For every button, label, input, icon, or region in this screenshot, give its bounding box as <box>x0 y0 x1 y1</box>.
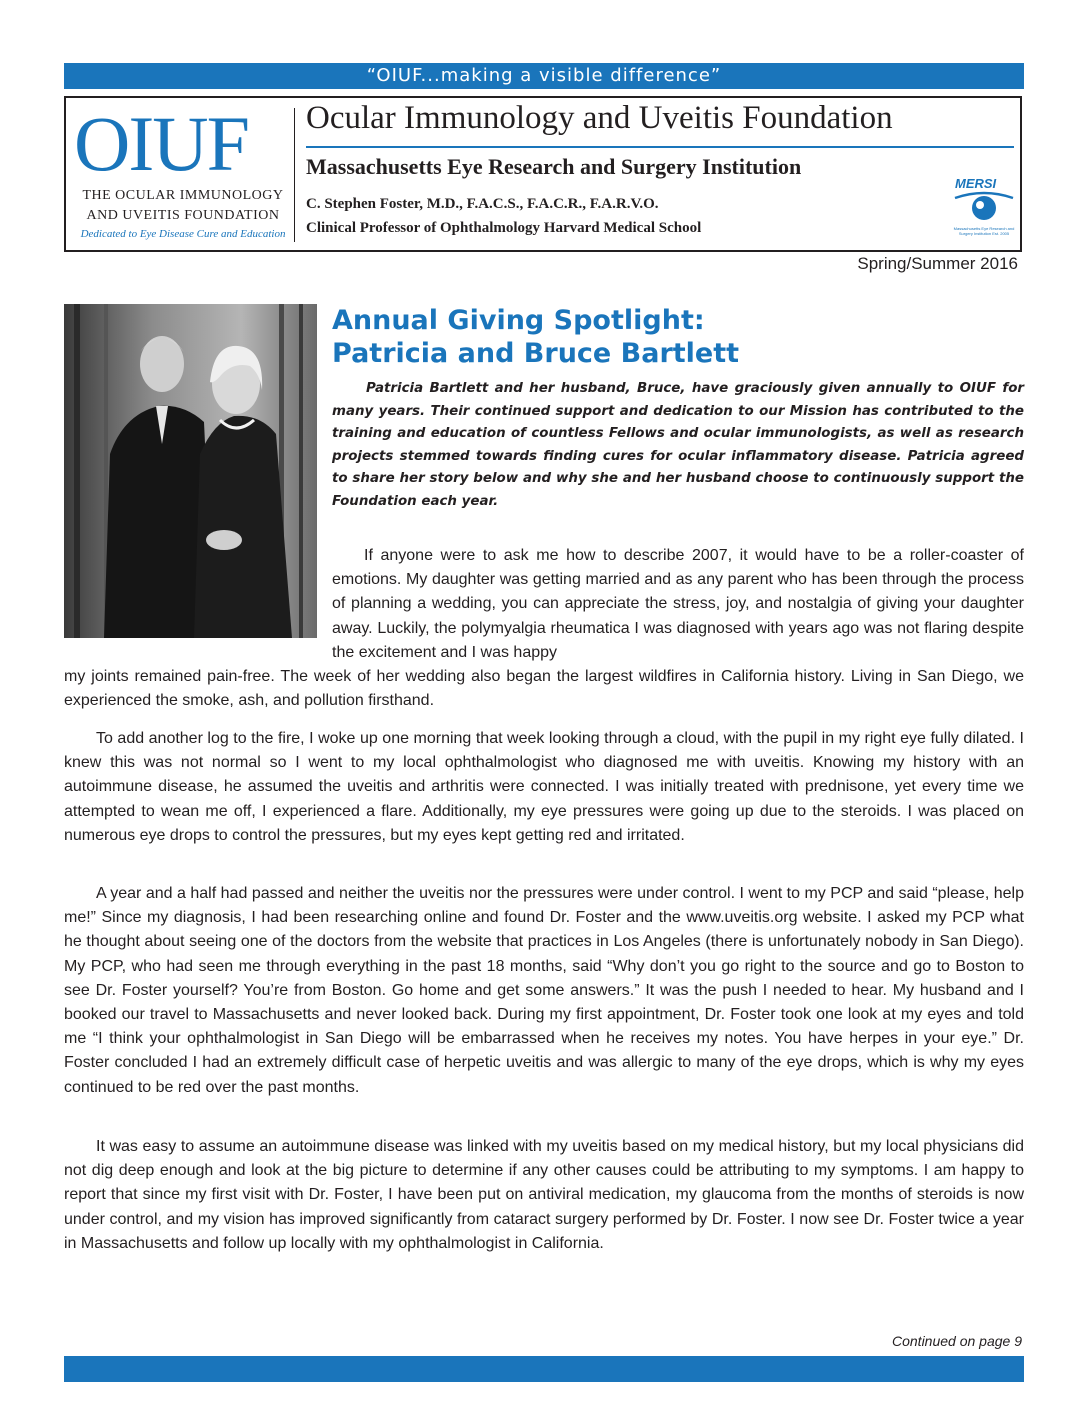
paragraph-3: A year and a half had passed and neither the uveitis nor the pressures were under control. I went to my PCP and said “please, help me!” Since my diagnosis, I had been researching online and found Dr. Foster and the www.uveitis.org website. I asked my PCP what he thought about seeing one of the doctors from the website that practices in Los Angeles (there is unfortunately nobody in San Diego). My PCP, who had seen me through everything in the past 18 months, said “Why don’t you go right to the source and go to Boston to see Dr. Foster yourself? You’re from Boston. Go home and get some answers.” It was the push I needed to hear. My husband and I booked our travel to Massachusetts and never looked back. During my first appointment, Dr. Foster took one look at my eyes and told me “I think your ophthalmologist in San Diego will be embarrassed when he receives my notes. You have herpes in your eye.” Dr. Foster concluded I had an extremely difficult case of herpetic uveitis and was allergic to many of the eye drops, which is why my eyes continued to be red over the past months. <box>64 885 1024 1096</box>
organization-title: Ocular Immunology and Uveitis Foundation <box>306 100 893 136</box>
logo-wordmark: OIUF <box>74 100 249 187</box>
headline-line-2: Patricia and Bruce Bartlett <box>332 338 740 369</box>
headline-line-1: Annual Giving Spotlight: <box>332 305 705 336</box>
doctor-name: C. Stephen Foster, M.D., F.A.C.S., F.A.C.R., F.A.R.V.O. <box>306 196 659 212</box>
mersi-wordmark: MERSI <box>955 176 997 191</box>
mersi-small-text: Massachusetts Eye Research and Surgery Institution Est. 2005 <box>953 226 1015 236</box>
paragraph-1-continued: my joints remained pain-free. The week of her wedding also began the largest wildfires in California history. Living in San Diego, we experienced the smoke, ash, and pollution firsthand. <box>64 668 1024 710</box>
tagline-banner: “OIUF...making a visible difference” <box>64 63 1024 89</box>
article-headline <box>332 304 739 370</box>
footer-bar <box>64 1356 1024 1382</box>
mersi-logo <box>951 176 1017 242</box>
continued-note: Continued on page 9 <box>892 1333 1022 1349</box>
oiuf-logo <box>74 100 292 240</box>
title-rule <box>306 146 1014 148</box>
eye-icon <box>951 176 1017 226</box>
paragraph-2: To add another log to the fire, I woke up one morning that week looking through a cloud, with the pupil in my right eye fully dilated. I knew this was not normal so I went to my local ophthalmologist who diagnosed me with uveitis. Knowing my history with an autoimmune disease, he assumed the uveitis and arthritis were connected. I was initially treated with prednisone, yet every time we attempted to wean me off, I experienced a flare. Additionally, my eye pressures were going up due to the steroids. I was placed on numerous eye drops to control the pressures, but my eyes kept getting red and irritated. <box>64 730 1024 844</box>
masthead-divider <box>294 108 295 242</box>
masthead <box>64 96 1022 252</box>
issue-date: Spring/Summer 2016 <box>857 254 1018 273</box>
logo-tagline: Dedicated to Eye Disease Cure and Education <box>80 228 286 240</box>
article-intro: Patricia Bartlett and her husband, Bruce, have graciously given annually to OIUF for many years. Their continued support and dedication to our Mission has contributed to the training and education of countless Fellows and ocular immunologists, as well as research projects stemmed towards finding cures for ocular inflammatory disease. Patricia agreed to share her story below and why she and her husband choose to continuously support the Foundation each year. <box>332 381 1024 509</box>
paragraph-4: It was easy to assume an autoimmune disease was linked with my uveitis based on my medical history, but my local physicians did not dig deep enough and look at the big picture to determine if any other causes could be attributing to my symptoms. I am happy to report that since my first visit with Dr. Foster, I have been put on antiviral medication, my glaucoma from the months of steroids is now under control, and my vision has improved significantly from cataract surgery performed by Dr. Foster. I now see Dr. Foster twice a year in Massachusetts and follow up locally with my ophthalmologist in California. <box>64 1138 1024 1252</box>
couple-photo <box>64 304 317 638</box>
paragraph-1: If anyone were to ask me how to describe 2007, it would have to be a roller-coaster of emotions. My daughter was getting married and as any parent who has been through the process of planning a wedding, you can appreciate the stress, joy, and nostalgia of giving your daughter away. Luckily, the polymyalgia rheumatica I was diagnosed with years ago was not flaring despite the excitement and I was happy <box>332 547 1024 661</box>
logo-line-1: THE OCULAR IMMUNOLOGY <box>82 188 284 203</box>
institute-title: Massachusetts Eye Research and Surgery Institution <box>306 154 802 179</box>
doctor-title: Clinical Professor of Ophthalmology Harvard Medical School <box>306 220 702 236</box>
logo-line-2: AND UVEITIS FOUNDATION <box>86 208 280 223</box>
